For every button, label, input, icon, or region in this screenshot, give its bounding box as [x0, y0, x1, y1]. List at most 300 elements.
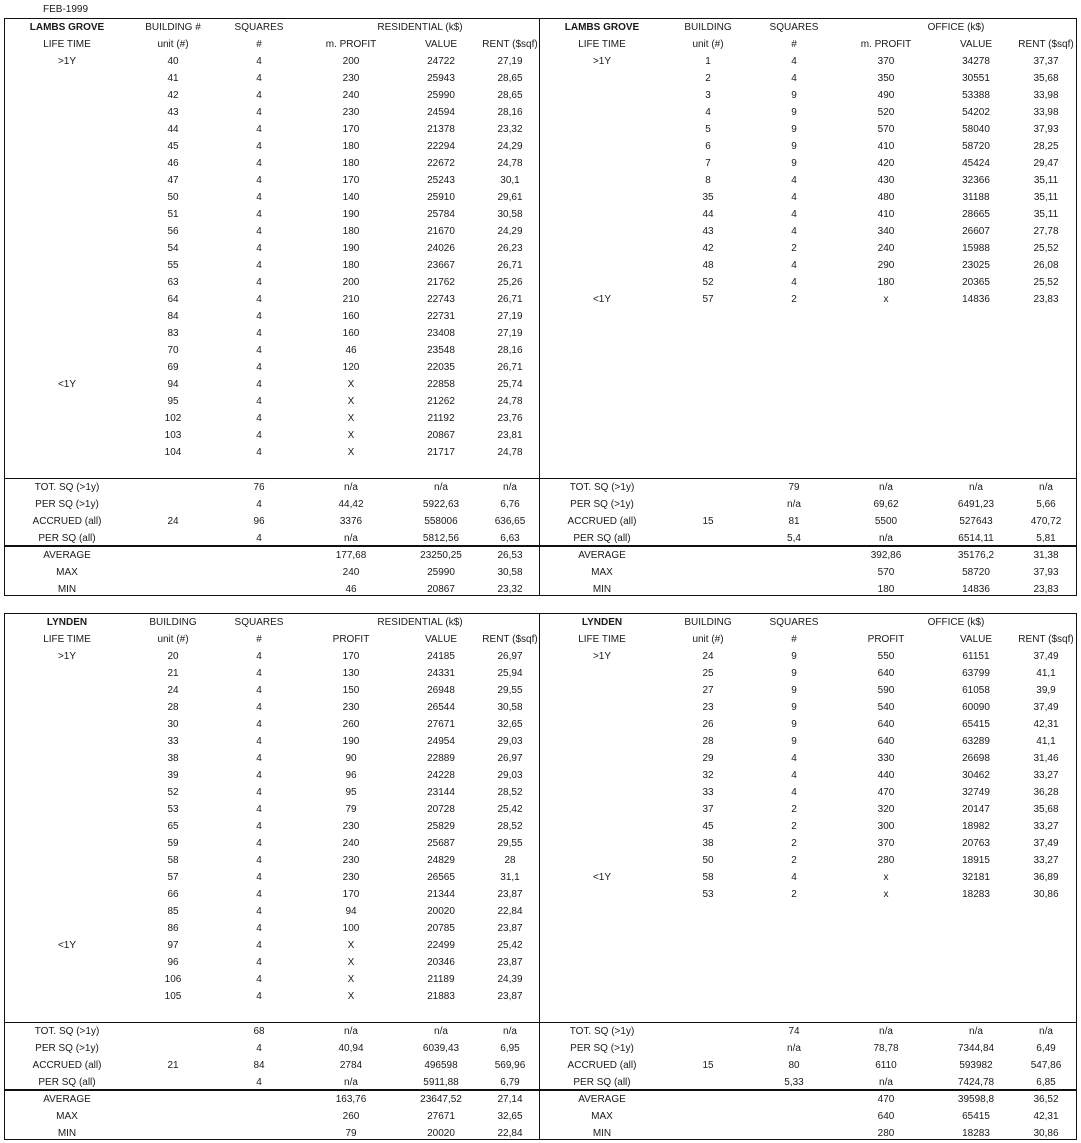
summary-cell-0: TOT. SQ (>1y): [34, 1026, 100, 1037]
lambs-grove-office-panel: [539, 19, 1076, 595]
data-cell-1: 97: [167, 940, 179, 951]
stats-cell-2: [752, 581, 836, 598]
data-cell-0: [5, 342, 129, 359]
data-cell-4: 22858: [427, 379, 455, 390]
stats-cell-2: [217, 581, 301, 598]
stats-row: [540, 564, 1076, 581]
data-cell-5: 29,03: [497, 736, 523, 747]
stats-block: [540, 1089, 1076, 1142]
summary-cell-0: PER SQ (>1y): [570, 499, 634, 510]
summary-cell-0: TOT. SQ (>1y): [34, 482, 100, 493]
summary-cell-2: 76: [253, 482, 265, 493]
data-cell-4: 26698: [962, 753, 990, 764]
data-cell-4: 21762: [427, 277, 455, 288]
report-date: FEB-1999: [43, 4, 89, 15]
stats-cell-1: [664, 581, 752, 598]
data-cell-5: 29,55: [497, 838, 523, 849]
data-cell-4: 22035: [427, 362, 455, 373]
data-cell-1: 27: [702, 685, 714, 696]
data-cell-5: 31,46: [1033, 753, 1059, 764]
summary-cell-4: 527643: [959, 516, 993, 527]
data-cell-3: 230: [342, 872, 360, 883]
data-cell-0: [5, 410, 129, 427]
data-cell-3: x: [883, 294, 889, 305]
column-header-1: unit (#): [157, 39, 189, 50]
data-cell-2: 9: [791, 736, 797, 747]
data-cell-4: 14836: [962, 294, 990, 305]
data-cell-5: 28,25: [1033, 141, 1059, 152]
data-cell-1: 58: [702, 872, 714, 883]
data-cell-2: 4: [256, 923, 262, 934]
data-cell-4: 30551: [962, 73, 990, 84]
data-cell-0: [5, 716, 129, 733]
stats-cell-4: 23647,52: [420, 1094, 462, 1105]
summary-cell-3: n/a: [344, 533, 358, 544]
data-cell-0: [5, 954, 129, 971]
data-cell-1: 46: [167, 158, 179, 169]
data-cell-1: 7: [705, 158, 711, 169]
data-cell-5: 27,19: [497, 328, 523, 339]
data-cell-2: 2: [791, 855, 797, 866]
stats-cell-4: 39598,8: [957, 1094, 995, 1105]
data-cell-0: [5, 903, 129, 920]
data-cell-2: 4: [256, 736, 262, 747]
data-cell-3: 46: [345, 345, 357, 356]
data-row: [540, 682, 1076, 699]
data-cell-3: 540: [877, 702, 895, 713]
data-cell-1: 24: [702, 651, 714, 662]
header-row: [540, 614, 1076, 631]
data-row: [5, 920, 539, 937]
data-cell-3: 240: [877, 243, 895, 254]
column-header-4: VALUE: [424, 39, 458, 50]
data-row: [540, 121, 1076, 138]
stats-cell-5: 23,83: [1033, 584, 1059, 595]
data-cell-2: 4: [791, 260, 797, 271]
summary-cell-3: 5500: [874, 516, 898, 527]
data-cell-0: [540, 886, 664, 903]
data-cell-5: 30,58: [497, 209, 523, 220]
data-cell-1: 63: [167, 277, 179, 288]
stats-cell-1: [129, 1091, 217, 1108]
category-title: OFFICE (k$): [927, 22, 985, 33]
data-cell-0: [5, 733, 129, 750]
stats-cell-5: 26,53: [497, 550, 523, 561]
data-cell-2: 4: [791, 753, 797, 764]
data-cell-1: 53: [167, 804, 179, 815]
data-cell-3: 410: [877, 209, 895, 220]
data-cell-0: [540, 274, 664, 291]
stats-cell-2: [752, 1108, 836, 1125]
header-row: [5, 19, 539, 36]
data-cell-2: 4: [256, 821, 262, 832]
summary-row: [540, 496, 1076, 513]
data-row: [540, 155, 1076, 172]
data-cell-0: [5, 325, 129, 342]
data-cell-5: 33,27: [1033, 821, 1059, 832]
data-cell-2: 4: [256, 243, 262, 254]
data-row: [540, 240, 1076, 257]
data-row: [5, 87, 539, 104]
data-cell-2: 4: [256, 277, 262, 288]
data-cell-4: 26565: [427, 872, 455, 883]
data-cell-2: 4: [256, 787, 262, 798]
data-cell-4: 21883: [427, 991, 455, 1002]
data-cell-4: 31188: [962, 192, 990, 203]
summary-cell-2: 79: [788, 482, 800, 493]
data-cell-3: 370: [877, 56, 895, 67]
data-cell-5: 23,32: [497, 124, 523, 135]
data-cell-2: 4: [256, 175, 262, 186]
data-cell-1: 47: [167, 175, 179, 186]
location-title: LAMBS GROVE: [564, 22, 640, 33]
summary-cell-4: 496598: [424, 1060, 458, 1071]
stats-cell-4: 58720: [962, 567, 990, 578]
stats-row-table: [540, 1091, 1076, 1142]
data-row: [5, 274, 539, 291]
data-cell-3: 170: [342, 889, 360, 900]
data-cell-4: 20785: [427, 923, 455, 934]
data-cell-3: 140: [342, 192, 360, 203]
data-row: [540, 835, 1076, 852]
data-cell-2: 2: [791, 243, 797, 254]
data-cell-5: 24,29: [497, 141, 523, 152]
data-cell-2: 4: [256, 770, 262, 781]
location-title: LAMBS GROVE: [29, 22, 105, 33]
data-cell-0: [5, 699, 129, 716]
data-cell-3: 170: [342, 175, 360, 186]
summary-cell-3: 40,94: [338, 1043, 364, 1054]
data-cell-4: 22499: [427, 940, 455, 951]
data-row: [5, 427, 539, 444]
data-cell-0: [5, 274, 129, 291]
data-cell-3: X: [347, 396, 355, 407]
summary-cell-3: n/a: [879, 1026, 893, 1037]
data-cell-2: 4: [791, 226, 797, 237]
data-cell-1: 57: [702, 294, 714, 305]
data-cell-3: 410: [877, 141, 895, 152]
data-cell-2: 4: [256, 447, 262, 458]
stats-cell-3: 640: [877, 1111, 895, 1122]
data-cell-0: [5, 869, 129, 886]
data-cell-4: 24331: [427, 668, 455, 679]
column-header-1: unit (#): [692, 39, 724, 50]
column-header-3: PROFIT: [332, 634, 370, 645]
data-cell-1: 39: [167, 770, 179, 781]
data-row: [540, 291, 1076, 308]
data-row: [540, 257, 1076, 274]
stats-cell-4: 35176,2: [957, 550, 995, 561]
data-row: [5, 869, 539, 886]
header-cell-2: SQUARES: [234, 617, 284, 628]
summary-cell-3: n/a: [879, 533, 893, 544]
stats-cell-0: AVERAGE: [43, 550, 91, 561]
stats-cell-0: AVERAGE: [43, 1094, 91, 1105]
data-row: [5, 716, 539, 733]
data-cell-2: 4: [256, 957, 262, 968]
data-row: [5, 121, 539, 138]
data-cell-3: X: [347, 974, 355, 985]
data-cell-1: 35: [702, 192, 714, 203]
data-cell-5: 29,47: [1033, 158, 1059, 169]
data-cell-0: [5, 308, 129, 325]
data-row: [540, 716, 1076, 733]
summary-cell-5: 636,65: [494, 516, 526, 527]
data-cell-3: 170: [342, 124, 360, 135]
data-cell-1: 48: [702, 260, 714, 271]
column-header-5: RENT ($sqf): [482, 39, 538, 50]
summary-block: [540, 1022, 1076, 1091]
data-cell-5: 25,42: [497, 940, 523, 951]
data-cell-5: 37,49: [1033, 702, 1059, 713]
data-cell-1: 70: [167, 345, 179, 356]
header-row: [5, 36, 539, 53]
data-cell-5: 25,26: [497, 277, 523, 288]
data-cell-5: 25,42: [497, 804, 523, 815]
column-header-3: m. PROFIT: [860, 39, 912, 50]
data-row: [540, 172, 1076, 189]
data-cell-4: 18982: [962, 821, 990, 832]
data-cell-5: 35,68: [1033, 804, 1059, 815]
data-cell-3: 480: [877, 192, 895, 203]
data-cell-0: [540, 716, 664, 733]
panel-body: [540, 614, 1076, 903]
data-cell-3: 180: [342, 158, 360, 169]
data-cell-2: 4: [791, 770, 797, 781]
data-cell-2: 4: [256, 719, 262, 730]
data-cell-2: 9: [791, 685, 797, 696]
summary-cell-0: ACCRUED (all): [567, 516, 637, 527]
data-cell-3: X: [347, 430, 355, 441]
data-cell-0: [5, 172, 129, 189]
stats-row: [5, 581, 539, 598]
data-cell-1: 41: [167, 73, 179, 84]
data-row: [540, 206, 1076, 223]
data-cell-4: 18283: [962, 889, 990, 900]
stats-cell-4: 20867: [427, 584, 455, 595]
data-cell-4: 34278: [962, 56, 990, 67]
data-row: [5, 155, 539, 172]
data-cell-0: [540, 138, 664, 155]
summary-cell-4: 593982: [959, 1060, 993, 1071]
data-cell-0: [5, 359, 129, 376]
data-cell-1: 38: [167, 753, 179, 764]
data-cell-4: 21344: [427, 889, 455, 900]
data-row-table: [5, 53, 539, 461]
data-cell-1: 45: [702, 821, 714, 832]
summary-cell-1: [129, 479, 217, 496]
data-cell-5: 33,98: [1033, 90, 1059, 101]
summary-row: [540, 1057, 1076, 1074]
stats-row: [5, 1125, 539, 1142]
data-cell-1: 105: [164, 991, 182, 1002]
data-cell-0: [5, 223, 129, 240]
summary-cell-2: 4: [256, 1043, 262, 1054]
data-cell-1: 20: [167, 651, 179, 662]
data-cell-5: 41,1: [1036, 668, 1056, 679]
data-cell-0: [540, 121, 664, 138]
stats-cell-3: 79: [345, 1128, 357, 1139]
column-header-0: LIFE TIME: [578, 39, 626, 50]
stats-row: [540, 1125, 1076, 1142]
data-cell-0: [5, 206, 129, 223]
data-cell-3: X: [347, 379, 355, 390]
data-cell-4: 22672: [427, 158, 455, 169]
data-cell-1: 95: [167, 396, 179, 407]
data-cell-4: 26544: [427, 702, 455, 713]
data-cell-2: 4: [256, 124, 262, 135]
data-cell-4: 20147: [962, 804, 990, 815]
data-cell-3: 230: [342, 73, 360, 84]
data-cell-3: 170: [342, 651, 360, 662]
column-header-4: VALUE: [959, 39, 993, 50]
data-cell-0: [5, 665, 129, 682]
data-cell-3: 420: [877, 158, 895, 169]
data-cell-5: 37,49: [1033, 838, 1059, 849]
summary-cell-4: 6039,43: [422, 1043, 460, 1054]
data-cell-3: 260: [342, 719, 360, 730]
data-cell-0: [540, 665, 664, 682]
lynden-residential-panel: [5, 614, 539, 1139]
data-cell-3: 280: [877, 855, 895, 866]
stats-cell-1: [129, 547, 217, 564]
summary-cell-2: 5,33: [784, 1077, 804, 1088]
summary-cell-0: PER SQ (all): [38, 533, 96, 544]
data-cell-3: 370: [877, 838, 895, 849]
data-cell-2: 4: [256, 107, 262, 118]
summary-cell-1: 15: [702, 516, 714, 527]
lambs-grove-section: [4, 18, 1077, 596]
data-cell-4: 21192: [427, 413, 455, 424]
data-cell-3: 95: [345, 787, 357, 798]
category-title: RESIDENTIAL (k$): [377, 617, 463, 628]
data-row: [5, 291, 539, 308]
data-cell-1: 84: [167, 311, 179, 322]
summary-row: [5, 1040, 539, 1057]
header-cell-2: SQUARES: [769, 22, 819, 33]
data-cell-4: 23667: [427, 260, 455, 271]
data-row: [5, 784, 539, 801]
data-cell-4: 25990: [427, 90, 455, 101]
data-cell-2: 4: [256, 73, 262, 84]
summary-cell-4: n/a: [969, 482, 983, 493]
header-row: [540, 19, 1076, 36]
header-cell-1: BUILDING: [149, 617, 197, 628]
data-cell-2: 4: [256, 974, 262, 985]
data-row: [5, 70, 539, 87]
stats-cell-3: 470: [877, 1094, 895, 1105]
stats-cell-3: 570: [877, 567, 895, 578]
data-cell-0: [540, 87, 664, 104]
data-cell-5: 28,16: [497, 107, 523, 118]
data-cell-3: x: [883, 889, 889, 900]
data-row: [5, 376, 539, 393]
data-cell-3: X: [347, 940, 355, 951]
summary-cell-5: n/a: [503, 482, 517, 493]
data-cell-4: 60090: [962, 702, 990, 713]
summary-cell-5: 547,86: [1030, 1060, 1062, 1071]
data-cell-4: 20020: [427, 906, 455, 917]
data-cell-1: 51: [167, 209, 179, 220]
data-cell-2: 9: [791, 107, 797, 118]
data-cell-2: 4: [256, 209, 262, 220]
stats-cell-4: 18283: [962, 1128, 990, 1139]
data-cell-5: 35,11: [1033, 175, 1059, 186]
data-cell-2: 4: [791, 56, 797, 67]
data-cell-4: 21717: [427, 447, 455, 458]
data-cell-2: 4: [256, 685, 262, 696]
summary-cell-3: n/a: [344, 1026, 358, 1037]
panel-body: [5, 19, 539, 461]
summary-cell-0: TOT. SQ (>1y): [569, 482, 635, 493]
header-row: [5, 614, 539, 631]
data-cell-4: 30462: [962, 770, 990, 781]
data-cell-3: 430: [877, 175, 895, 186]
data-cell-5: 24,78: [497, 158, 523, 169]
data-row: [540, 70, 1076, 87]
data-cell-5: 28,65: [497, 90, 523, 101]
data-cell-0: [540, 257, 664, 274]
data-row: [5, 206, 539, 223]
data-cell-5: 28,52: [497, 787, 523, 798]
data-cell-4: 21262: [427, 396, 455, 407]
stats-row: [540, 581, 1076, 598]
data-cell-1: 32: [702, 770, 714, 781]
stats-row: [540, 1108, 1076, 1125]
summary-cell-5: 6,85: [1036, 1077, 1056, 1088]
summary-row: [5, 496, 539, 513]
data-cell-1: 103: [164, 430, 182, 441]
data-cell-1: 6: [705, 141, 711, 152]
stats-row-table: [540, 547, 1076, 598]
stats-cell-5: 31,38: [1033, 550, 1059, 561]
column-header-5: RENT ($sqf): [482, 634, 538, 645]
data-cell-3: 150: [342, 685, 360, 696]
summary-cell-5: 6,76: [500, 499, 520, 510]
stats-cell-4: 23250,25: [420, 550, 462, 561]
data-cell-4: 24722: [427, 56, 455, 67]
data-cell-0: [540, 784, 664, 801]
data-cell-5: 39,9: [1036, 685, 1056, 696]
data-cell-2: 4: [256, 651, 262, 662]
data-cell-2: 4: [791, 192, 797, 203]
data-cell-0: [540, 682, 664, 699]
stats-row: [5, 547, 539, 564]
data-cell-0: [540, 750, 664, 767]
data-cell-3: X: [347, 991, 355, 1002]
data-row: [540, 648, 1076, 665]
stats-cell-4: 25990: [427, 567, 455, 578]
data-cell-1: 58: [167, 855, 179, 866]
data-row: [5, 971, 539, 988]
column-header-2: #: [256, 39, 262, 50]
data-cell-2: 4: [791, 277, 797, 288]
data-cell-3: 180: [342, 260, 360, 271]
data-cell-3: x: [883, 872, 889, 883]
stats-cell-0: MAX: [591, 567, 613, 578]
data-row: [540, 852, 1076, 869]
data-cell-0: [540, 206, 664, 223]
data-cell-2: 4: [256, 753, 262, 764]
summary-cell-0: PER SQ (>1y): [570, 1043, 634, 1054]
summary-cell-4: 7344,84: [957, 1043, 995, 1054]
lynden-section: [4, 613, 1077, 1140]
data-cell-2: 4: [256, 702, 262, 713]
stats-cell-3: 392,86: [870, 550, 902, 561]
stats-cell-4: 20020: [427, 1128, 455, 1139]
data-cell-2: 4: [256, 379, 262, 390]
summary-row: [540, 513, 1076, 530]
